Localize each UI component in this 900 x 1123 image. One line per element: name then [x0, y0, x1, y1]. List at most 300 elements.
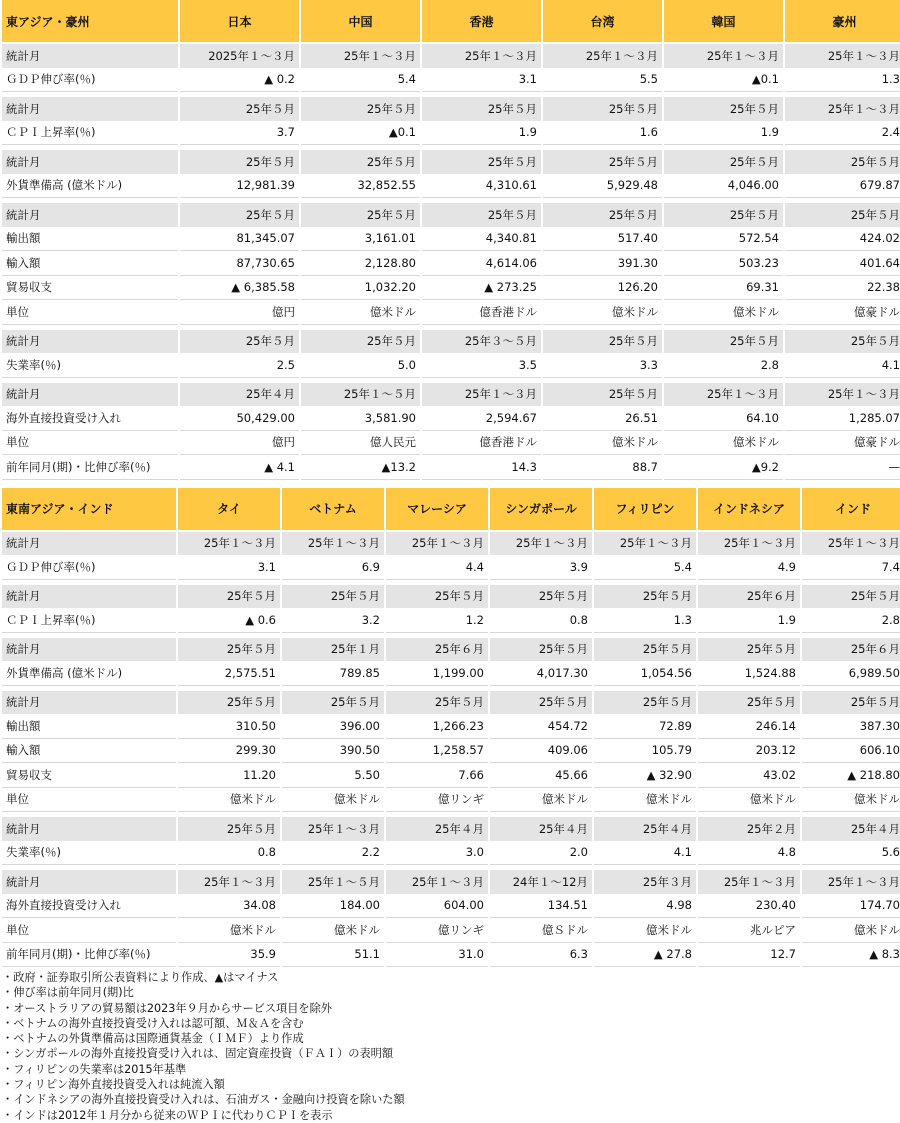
- table-row: [2, 661, 900, 686]
- row-label: ＣＰＩ上昇率(％): [2, 608, 176, 633]
- value-cell: 503.23: [664, 251, 783, 276]
- footnote: ・シンガポールの海外直接投資受け入れは、固定資産投資（ＦＡＩ）の表明額: [2, 1047, 394, 1061]
- value-cell: 203.12: [698, 739, 800, 764]
- period-cell: 25年５月: [301, 330, 420, 354]
- value-cell: 億米ドル: [543, 300, 662, 325]
- value-cell: 396.00: [282, 714, 384, 739]
- country-header: インドネシア: [698, 488, 800, 532]
- value-cell: 4.9: [698, 555, 800, 580]
- period-cell: 25年１～３月: [178, 532, 280, 556]
- period-cell: 24年１～12月: [490, 870, 592, 894]
- value-cell: 5.50: [282, 763, 384, 788]
- table-row: [2, 943, 900, 968]
- period-row: [2, 817, 900, 841]
- value-cell: ▲ 6,385.58: [180, 276, 299, 301]
- value-cell: 億Ｓドル: [490, 918, 592, 943]
- row-label: ＧＤＰ伸び率(％): [2, 68, 178, 93]
- table-row: [2, 894, 900, 919]
- value-cell: 4.8: [698, 841, 800, 866]
- value-cell: 424.02: [785, 227, 900, 252]
- period-cell: 25年１～３月: [282, 817, 384, 841]
- period-cell: 25年５月: [785, 150, 900, 174]
- footnote: ・インドは2012年１月分から従来のＷＰＩに代わりＣＰＩを表示: [2, 1108, 333, 1122]
- period-cell: 25年５月: [301, 203, 420, 227]
- value-cell: 3.1: [178, 555, 280, 580]
- period-cell: 25年５月: [422, 203, 541, 227]
- value-cell: 億香港ドル: [422, 300, 541, 325]
- value-cell: 1,032.20: [301, 276, 420, 301]
- period-cell: 25年５月: [180, 97, 299, 121]
- value-cell: 246.14: [698, 714, 800, 739]
- period-label: 統計月: [2, 870, 176, 894]
- value-cell: 1.9: [664, 121, 783, 146]
- table-row: [2, 788, 900, 813]
- value-cell: 6,989.50: [802, 661, 900, 686]
- period-cell: 25年１～３月: [802, 532, 900, 556]
- period-cell: 25年５月: [543, 97, 662, 121]
- value-cell: 3.7: [180, 121, 299, 146]
- value-cell: 174.70: [802, 894, 900, 919]
- row-label: 海外直接投資受け入れ: [2, 406, 178, 431]
- period-cell: 25年５月: [698, 638, 800, 662]
- table-row: [2, 300, 900, 325]
- period-cell: 25年１～３月: [178, 870, 280, 894]
- value-cell: ▲ 218.80: [802, 763, 900, 788]
- period-cell: 25年５月: [301, 97, 420, 121]
- period-label: 統計月: [2, 691, 176, 715]
- period-row: [2, 585, 900, 609]
- footnote: ・政府・証券取引所公表資料により作成、▲はマイナス: [2, 971, 279, 984]
- period-cell: 25年５月: [282, 691, 384, 715]
- period-cell: 25年１月: [282, 638, 384, 662]
- period-cell: 25年５月: [422, 150, 541, 174]
- value-cell: 3.2: [282, 608, 384, 633]
- value-cell: 22.38: [785, 276, 900, 301]
- value-cell: —: [785, 455, 900, 480]
- value-cell: 310.50: [178, 714, 280, 739]
- value-cell: 299.30: [178, 739, 280, 764]
- table-row: [2, 406, 900, 431]
- value-cell: 2,575.51: [178, 661, 280, 686]
- period-cell: 2025年１～３月: [180, 44, 299, 68]
- table-row: [2, 276, 900, 301]
- period-label: 統計月: [2, 817, 176, 841]
- period-cell: 25年５月: [802, 585, 900, 609]
- value-cell: 606.10: [802, 739, 900, 764]
- value-cell: 億米ドル: [664, 300, 783, 325]
- period-cell: 25年６月: [698, 585, 800, 609]
- value-cell: 兆ルピア: [698, 918, 800, 943]
- period-cell: 25年５月: [178, 691, 280, 715]
- table-header: [2, 488, 900, 532]
- period-label: 統計月: [2, 638, 176, 662]
- value-cell: 1,285.07: [785, 406, 900, 431]
- period-cell: 25年５月: [386, 585, 488, 609]
- period-cell: 25年１～３月: [386, 532, 488, 556]
- value-cell: 2.4: [785, 121, 900, 146]
- row-label: 海外直接投資受け入れ: [2, 894, 176, 919]
- period-cell: 25年１～３月: [543, 44, 662, 68]
- period-cell: 25年５月: [282, 585, 384, 609]
- value-cell: 3,581.90: [301, 406, 420, 431]
- value-cell: 億リンギ: [386, 918, 488, 943]
- value-cell: 3,161.01: [301, 227, 420, 252]
- period-cell: 25年１～３月: [422, 44, 541, 68]
- period-cell: 25年１～３月: [785, 44, 900, 68]
- value-cell: 4.1: [594, 841, 696, 866]
- value-cell: ▲0.1: [664, 68, 783, 93]
- value-cell: 409.06: [490, 739, 592, 764]
- period-cell: 25年５月: [594, 691, 696, 715]
- value-cell: 億人民元: [301, 431, 420, 456]
- period-cell: 25年５月: [594, 638, 696, 662]
- value-cell: 4,310.61: [422, 174, 541, 199]
- row-label: 輸出額: [2, 227, 178, 252]
- value-cell: 億香港ドル: [422, 431, 541, 456]
- row-label: 輸入額: [2, 251, 178, 276]
- value-cell: ▲ 32.90: [594, 763, 696, 788]
- table-row: [2, 555, 900, 580]
- country-header: 中国: [301, 0, 420, 44]
- period-cell: 25年６月: [802, 638, 900, 662]
- value-cell: 億米ドル: [802, 918, 900, 943]
- value-cell: 3.1: [422, 68, 541, 93]
- value-cell: 45.66: [490, 763, 592, 788]
- value-cell: 1.9: [422, 121, 541, 146]
- value-cell: 1.3: [785, 68, 900, 93]
- period-cell: 25年３～５月: [422, 330, 541, 354]
- period-cell: 25年５月: [386, 691, 488, 715]
- table-row: [2, 841, 900, 866]
- period-row: [2, 638, 900, 662]
- value-cell: 31.0: [386, 943, 488, 968]
- table-row: [2, 251, 900, 276]
- value-cell: 2.5: [180, 353, 299, 378]
- period-cell: 25年４月: [802, 817, 900, 841]
- value-cell: 億米ドル: [698, 788, 800, 813]
- value-cell: 26.51: [543, 406, 662, 431]
- value-cell: 5.4: [301, 68, 420, 93]
- period-cell: 25年５月: [543, 203, 662, 227]
- period-row: [2, 691, 900, 715]
- row-label: 外貨準備高 (億米ドル): [2, 174, 178, 199]
- table-row: [2, 918, 900, 943]
- value-cell: 51.1: [282, 943, 384, 968]
- period-cell: 25年５月: [543, 383, 662, 407]
- period-cell: 25年５月: [664, 330, 783, 354]
- table-row: [2, 68, 900, 93]
- footnote: ・ベトナムの外貨準備高は国際通貨基金（ＩＭＦ）より作成: [2, 1032, 304, 1046]
- value-cell: 604.00: [386, 894, 488, 919]
- period-cell: 25年１～３月: [301, 44, 420, 68]
- value-cell: 387.30: [802, 714, 900, 739]
- value-cell: 7.66: [386, 763, 488, 788]
- table-row: [2, 353, 900, 378]
- value-cell: 2.0: [490, 841, 592, 866]
- value-cell: 1.2: [386, 608, 488, 633]
- value-cell: 391.30: [543, 251, 662, 276]
- table-row: [2, 739, 900, 764]
- period-cell: 25年５月: [422, 97, 541, 121]
- period-cell: 25年５月: [785, 203, 900, 227]
- period-cell: 25年１～５月: [282, 870, 384, 894]
- period-cell: 25年５月: [664, 97, 783, 121]
- period-row: [2, 330, 900, 354]
- period-row: [2, 870, 900, 894]
- value-cell: 2,594.67: [422, 406, 541, 431]
- value-cell: ▲9.2: [664, 455, 783, 480]
- value-cell: 184.00: [282, 894, 384, 919]
- row-label: 前年同月(期)・比伸び率(％): [2, 455, 178, 480]
- period-cell: 25年１～３月: [664, 44, 783, 68]
- period-row: [2, 150, 900, 174]
- value-cell: 1,199.00: [386, 661, 488, 686]
- value-cell: 1,258.57: [386, 739, 488, 764]
- period-cell: 25年５月: [664, 150, 783, 174]
- value-cell: 億豪ドル: [785, 431, 900, 456]
- value-cell: 50,429.00: [180, 406, 299, 431]
- period-cell: 25年４月: [386, 817, 488, 841]
- value-cell: 14.3: [422, 455, 541, 480]
- value-cell: ▲ 27.8: [594, 943, 696, 968]
- period-cell: 25年４月: [594, 817, 696, 841]
- value-cell: 4,340.81: [422, 227, 541, 252]
- value-cell: 0.8: [178, 841, 280, 866]
- value-cell: 88.7: [543, 455, 662, 480]
- value-cell: 億米ドル: [282, 788, 384, 813]
- value-cell: 81,345.07: [180, 227, 299, 252]
- period-cell: 25年５月: [594, 585, 696, 609]
- country-header: タイ: [178, 488, 280, 532]
- period-row: [2, 532, 900, 556]
- value-cell: ▲ 4.1: [180, 455, 299, 480]
- period-label: 統計月: [2, 585, 176, 609]
- southeast-asia-table: [0, 488, 900, 968]
- value-cell: 億米ドル: [664, 431, 783, 456]
- period-cell: 25年６月: [386, 638, 488, 662]
- value-cell: 5.4: [594, 555, 696, 580]
- country-header: マレーシア: [386, 488, 488, 532]
- period-cell: 25年５月: [543, 150, 662, 174]
- value-cell: 2.8: [802, 608, 900, 633]
- value-cell: 億米ドル: [490, 788, 592, 813]
- value-cell: 億円: [180, 300, 299, 325]
- value-cell: 134.51: [490, 894, 592, 919]
- table-row: [2, 608, 900, 633]
- row-label: ＧＤＰ伸び率(％): [2, 555, 176, 580]
- value-cell: 230.40: [698, 894, 800, 919]
- period-label: 統計月: [2, 203, 178, 227]
- value-cell: 3.3: [543, 353, 662, 378]
- period-row: [2, 97, 900, 121]
- region-title: 東南アジア・インド: [2, 488, 176, 532]
- country-header: インド: [802, 488, 900, 532]
- period-cell: 25年１～３月: [282, 532, 384, 556]
- row-label: 輸出額: [2, 714, 176, 739]
- value-cell: 億米ドル: [301, 300, 420, 325]
- value-cell: ▲ 0.6: [178, 608, 280, 633]
- value-cell: 1.3: [594, 608, 696, 633]
- period-cell: 25年５月: [490, 585, 592, 609]
- period-cell: 25年１～３月: [490, 532, 592, 556]
- period-cell: 25年４月: [490, 817, 592, 841]
- value-cell: 1.6: [543, 121, 662, 146]
- table-row: [2, 763, 900, 788]
- period-cell: 25年１～３月: [802, 870, 900, 894]
- table-header: [2, 0, 900, 44]
- value-cell: 517.40: [543, 227, 662, 252]
- period-cell: 25年１～３月: [785, 97, 900, 121]
- value-cell: 億米ドル: [594, 918, 696, 943]
- value-cell: 5.6: [802, 841, 900, 866]
- value-cell: 4.98: [594, 894, 696, 919]
- period-cell: 25年１～３月: [386, 870, 488, 894]
- period-cell: 25年１～３月: [594, 532, 696, 556]
- value-cell: 12.7: [698, 943, 800, 968]
- period-cell: 25年１～５月: [301, 383, 420, 407]
- value-cell: 12,981.39: [180, 174, 299, 199]
- value-cell: ▲ 8.3: [802, 943, 900, 968]
- value-cell: 5,929.48: [543, 174, 662, 199]
- value-cell: 87,730.65: [180, 251, 299, 276]
- row-label: 単位: [2, 918, 176, 943]
- period-cell: 25年１～３月: [698, 532, 800, 556]
- value-cell: ▲0.1: [301, 121, 420, 146]
- value-cell: 32,852.55: [301, 174, 420, 199]
- period-cell: 25年５月: [490, 638, 592, 662]
- table-row: [2, 431, 900, 456]
- period-cell: 25年５月: [785, 330, 900, 354]
- table-row: [2, 455, 900, 480]
- country-header: 韓国: [664, 0, 783, 44]
- value-cell: 5.5: [543, 68, 662, 93]
- country-header: フィリピン: [594, 488, 696, 532]
- period-cell: 25年５月: [543, 330, 662, 354]
- value-cell: 億米ドル: [802, 788, 900, 813]
- row-label: 単位: [2, 431, 178, 456]
- value-cell: 4,017.30: [490, 661, 592, 686]
- period-cell: 25年５月: [802, 691, 900, 715]
- value-cell: 1,054.56: [594, 661, 696, 686]
- period-cell: 25年５月: [664, 203, 783, 227]
- period-cell: 25年１～３月: [422, 383, 541, 407]
- country-header: シンガポール: [490, 488, 592, 532]
- value-cell: 105.79: [594, 739, 696, 764]
- period-label: 統計月: [2, 44, 178, 68]
- value-cell: 69.31: [664, 276, 783, 301]
- period-cell: 25年５月: [180, 330, 299, 354]
- value-cell: ▲ 0.2: [180, 68, 299, 93]
- value-cell: 億豪ドル: [785, 300, 900, 325]
- value-cell: 4.1: [785, 353, 900, 378]
- value-cell: 億米ドル: [594, 788, 696, 813]
- table-row: [2, 121, 900, 146]
- period-cell: 25年２月: [698, 817, 800, 841]
- period-cell: 25年５月: [180, 203, 299, 227]
- value-cell: 401.64: [785, 251, 900, 276]
- period-cell: 25年５月: [698, 691, 800, 715]
- value-cell: 4.4: [386, 555, 488, 580]
- value-cell: 11.20: [178, 763, 280, 788]
- period-row: [2, 44, 900, 68]
- value-cell: 4,046.00: [664, 174, 783, 199]
- period-row: [2, 203, 900, 227]
- value-cell: 72.89: [594, 714, 696, 739]
- period-row: [2, 383, 900, 407]
- period-cell: 25年１～３月: [664, 383, 783, 407]
- value-cell: 64.10: [664, 406, 783, 431]
- value-cell: 3.9: [490, 555, 592, 580]
- value-cell: 億米ドル: [543, 431, 662, 456]
- value-cell: 5.0: [301, 353, 420, 378]
- value-cell: 6.3: [490, 943, 592, 968]
- row-label: 単位: [2, 300, 178, 325]
- region-title: 東アジア・豪州: [2, 0, 178, 44]
- value-cell: 572.54: [664, 227, 783, 252]
- country-header: 台湾: [543, 0, 662, 44]
- value-cell: 2.2: [282, 841, 384, 866]
- period-cell: 25年１～３月: [785, 383, 900, 407]
- footnote: ・オーストラリアの貿易額は2023年９月からサービス項目を除外: [2, 1001, 332, 1015]
- value-cell: 34.08: [178, 894, 280, 919]
- value-cell: 2,128.80: [301, 251, 420, 276]
- period-label: 統計月: [2, 383, 178, 407]
- period-label: 統計月: [2, 532, 176, 556]
- value-cell: 1,524.88: [698, 661, 800, 686]
- value-cell: ▲ 273.25: [422, 276, 541, 301]
- value-cell: 43.02: [698, 763, 800, 788]
- value-cell: 億円: [180, 431, 299, 456]
- value-cell: 35.9: [178, 943, 280, 968]
- period-label: 統計月: [2, 330, 178, 354]
- period-cell: 25年５月: [490, 691, 592, 715]
- footnote: ・ベトナムの海外直接投資受け入れは認可額、Ｍ＆Ａを含む: [2, 1016, 304, 1030]
- value-cell: 390.50: [282, 739, 384, 764]
- value-cell: 億リンギ: [386, 788, 488, 813]
- row-label: 貿易収支: [2, 276, 178, 301]
- country-header: 豪州: [785, 0, 900, 44]
- period-cell: 25年１～３月: [698, 870, 800, 894]
- row-label: 前年同月(期)・比伸び率(％): [2, 943, 176, 968]
- country-header: ベトナム: [282, 488, 384, 532]
- footnote: ・伸び率は前年同月(期)比: [2, 986, 134, 1000]
- value-cell: 億米ドル: [282, 918, 384, 943]
- row-label: 貿易収支: [2, 763, 176, 788]
- row-label: 単位: [2, 788, 176, 813]
- period-cell: 25年３月: [594, 870, 696, 894]
- value-cell: 679.87: [785, 174, 900, 199]
- value-cell: 1.9: [698, 608, 800, 633]
- period-cell: 25年５月: [178, 638, 280, 662]
- footnote: ・フィリピン海外直接投資受入れは純流入額: [2, 1078, 225, 1092]
- table-row: [2, 714, 900, 739]
- value-cell: 0.8: [490, 608, 592, 633]
- row-label: 失業率(％): [2, 841, 176, 866]
- value-cell: 億米ドル: [178, 918, 280, 943]
- value-cell: 789.85: [282, 661, 384, 686]
- country-header: 香港: [422, 0, 541, 44]
- period-label: 統計月: [2, 97, 178, 121]
- value-cell: 3.5: [422, 353, 541, 378]
- value-cell: 3.0: [386, 841, 488, 866]
- period-cell: 25年４月: [180, 383, 299, 407]
- row-label: 輸入額: [2, 739, 176, 764]
- row-label: 失業率(％): [2, 353, 178, 378]
- period-cell: 25年５月: [180, 150, 299, 174]
- footnotes: [0, 967, 900, 1123]
- value-cell: 6.9: [282, 555, 384, 580]
- footnote: ・フィリピンの失業率は2015年基準: [2, 1062, 187, 1076]
